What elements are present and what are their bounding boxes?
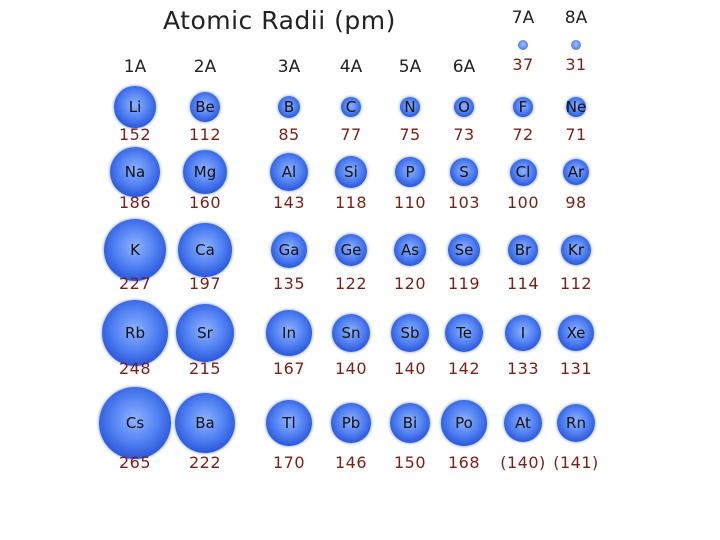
radius-value-s: 103 xyxy=(447,193,481,212)
radius-value-rb: 248 xyxy=(118,359,152,378)
element-symbol-pb: Pb xyxy=(341,414,361,432)
element-symbol-in: In xyxy=(282,324,296,342)
element-symbol-sb: Sb xyxy=(400,324,420,342)
atom-sphere-h-7a xyxy=(518,40,528,50)
element-symbol-na: Na xyxy=(124,163,146,181)
radius-value-rn: (141) xyxy=(553,453,599,472)
radius-value-h-8a: 31 xyxy=(565,55,587,74)
element-symbol-i: I xyxy=(520,324,526,342)
radius-value-p: 110 xyxy=(393,193,427,212)
element-symbol-mg: Mg xyxy=(193,163,217,181)
radius-value-br: 114 xyxy=(506,274,540,293)
radius-value-cl: 100 xyxy=(506,193,540,212)
element-symbol-k: K xyxy=(130,241,140,259)
element-symbol-at: At xyxy=(515,414,531,432)
radius-value-c: 77 xyxy=(340,125,362,144)
radius-value-sb: 140 xyxy=(393,359,427,378)
radius-value-cs: 265 xyxy=(118,453,152,472)
radius-value-ne: 71 xyxy=(565,125,587,144)
element-symbol-bi: Bi xyxy=(402,414,418,432)
element-symbol-c: C xyxy=(345,98,357,116)
element-symbol-cs: Cs xyxy=(125,414,145,432)
radius-value-be: 112 xyxy=(188,125,222,144)
element-symbol-tl: Tl xyxy=(282,414,296,432)
radius-value-ar: 98 xyxy=(565,193,587,212)
element-symbol-ge: Ge xyxy=(340,241,362,259)
radius-value-li: 152 xyxy=(118,125,152,144)
element-symbol-b: B xyxy=(283,98,295,116)
radius-value-sr: 215 xyxy=(188,359,222,378)
atom-sphere-h-8a xyxy=(571,40,581,50)
group-label-3a: 3A xyxy=(277,57,301,77)
radius-value-sn: 140 xyxy=(334,359,368,378)
element-symbol-br: Br xyxy=(514,241,532,259)
group-label-8a: 8A xyxy=(564,8,588,28)
radius-value-n: 75 xyxy=(399,125,421,144)
radius-value-b: 85 xyxy=(278,125,300,144)
element-symbol-kr: Kr xyxy=(567,241,584,259)
radius-value-as: 120 xyxy=(393,274,427,293)
radius-value-mg: 160 xyxy=(188,193,222,212)
radius-value-se: 119 xyxy=(447,274,481,293)
radius-value-h-7a: 37 xyxy=(512,55,534,74)
element-symbol-al: Al xyxy=(281,163,297,181)
radius-value-si: 118 xyxy=(334,193,368,212)
page-title: Atomic Radii (pm) xyxy=(163,6,396,35)
element-symbol-o: O xyxy=(458,98,470,116)
radius-value-al: 143 xyxy=(272,193,306,212)
element-symbol-si: Si xyxy=(344,163,358,181)
element-symbol-ne: Ne xyxy=(565,98,587,116)
element-symbol-cl: Cl xyxy=(515,163,531,181)
radius-value-bi: 150 xyxy=(393,453,427,472)
radius-value-i: 133 xyxy=(506,359,540,378)
element-symbol-ar: Ar xyxy=(567,163,585,181)
radius-value-na: 186 xyxy=(118,193,152,212)
radius-value-pb: 146 xyxy=(334,453,368,472)
radius-value-xe: 131 xyxy=(559,359,593,378)
element-symbol-be: Be xyxy=(195,98,215,116)
radius-value-tl: 170 xyxy=(272,453,306,472)
radius-value-kr: 112 xyxy=(559,274,593,293)
element-symbol-li: Li xyxy=(128,98,142,116)
radius-value-f: 72 xyxy=(512,125,534,144)
group-label-7a: 7A xyxy=(511,8,535,28)
group-label-6a: 6A xyxy=(452,57,476,77)
element-symbol-te: Te xyxy=(456,324,472,342)
element-symbol-rn: Rn xyxy=(566,414,586,432)
element-symbol-ga: Ga xyxy=(278,241,300,259)
group-label-1a: 1A xyxy=(123,57,147,77)
radius-value-po: 168 xyxy=(447,453,481,472)
radius-value-in: 167 xyxy=(272,359,306,378)
element-symbol-n: N xyxy=(404,98,416,116)
group-label-2a: 2A xyxy=(193,57,217,77)
element-symbol-as: As xyxy=(400,241,420,259)
group-label-4a: 4A xyxy=(339,57,363,77)
radius-value-at: (140) xyxy=(500,453,546,472)
radius-value-ge: 122 xyxy=(334,274,368,293)
radius-value-ca: 197 xyxy=(188,274,222,293)
element-symbol-po: Po xyxy=(455,414,473,432)
element-symbol-ba: Ba xyxy=(195,414,215,432)
group-label-5a: 5A xyxy=(398,57,422,77)
element-symbol-sn: Sn xyxy=(341,324,361,342)
element-symbol-f: F xyxy=(518,98,528,116)
radius-value-ba: 222 xyxy=(188,453,222,472)
element-symbol-ca: Ca xyxy=(195,241,215,259)
element-symbol-s: S xyxy=(459,163,469,181)
radius-value-k: 227 xyxy=(118,274,152,293)
element-symbol-se: Se xyxy=(454,241,474,259)
element-symbol-xe: Xe xyxy=(566,324,586,342)
radius-value-o: 73 xyxy=(453,125,475,144)
element-symbol-sr: Sr xyxy=(197,324,213,342)
element-symbol-rb: Rb xyxy=(125,324,145,342)
element-symbol-p: P xyxy=(405,163,415,181)
radius-value-ga: 135 xyxy=(272,274,306,293)
radius-value-te: 142 xyxy=(447,359,481,378)
